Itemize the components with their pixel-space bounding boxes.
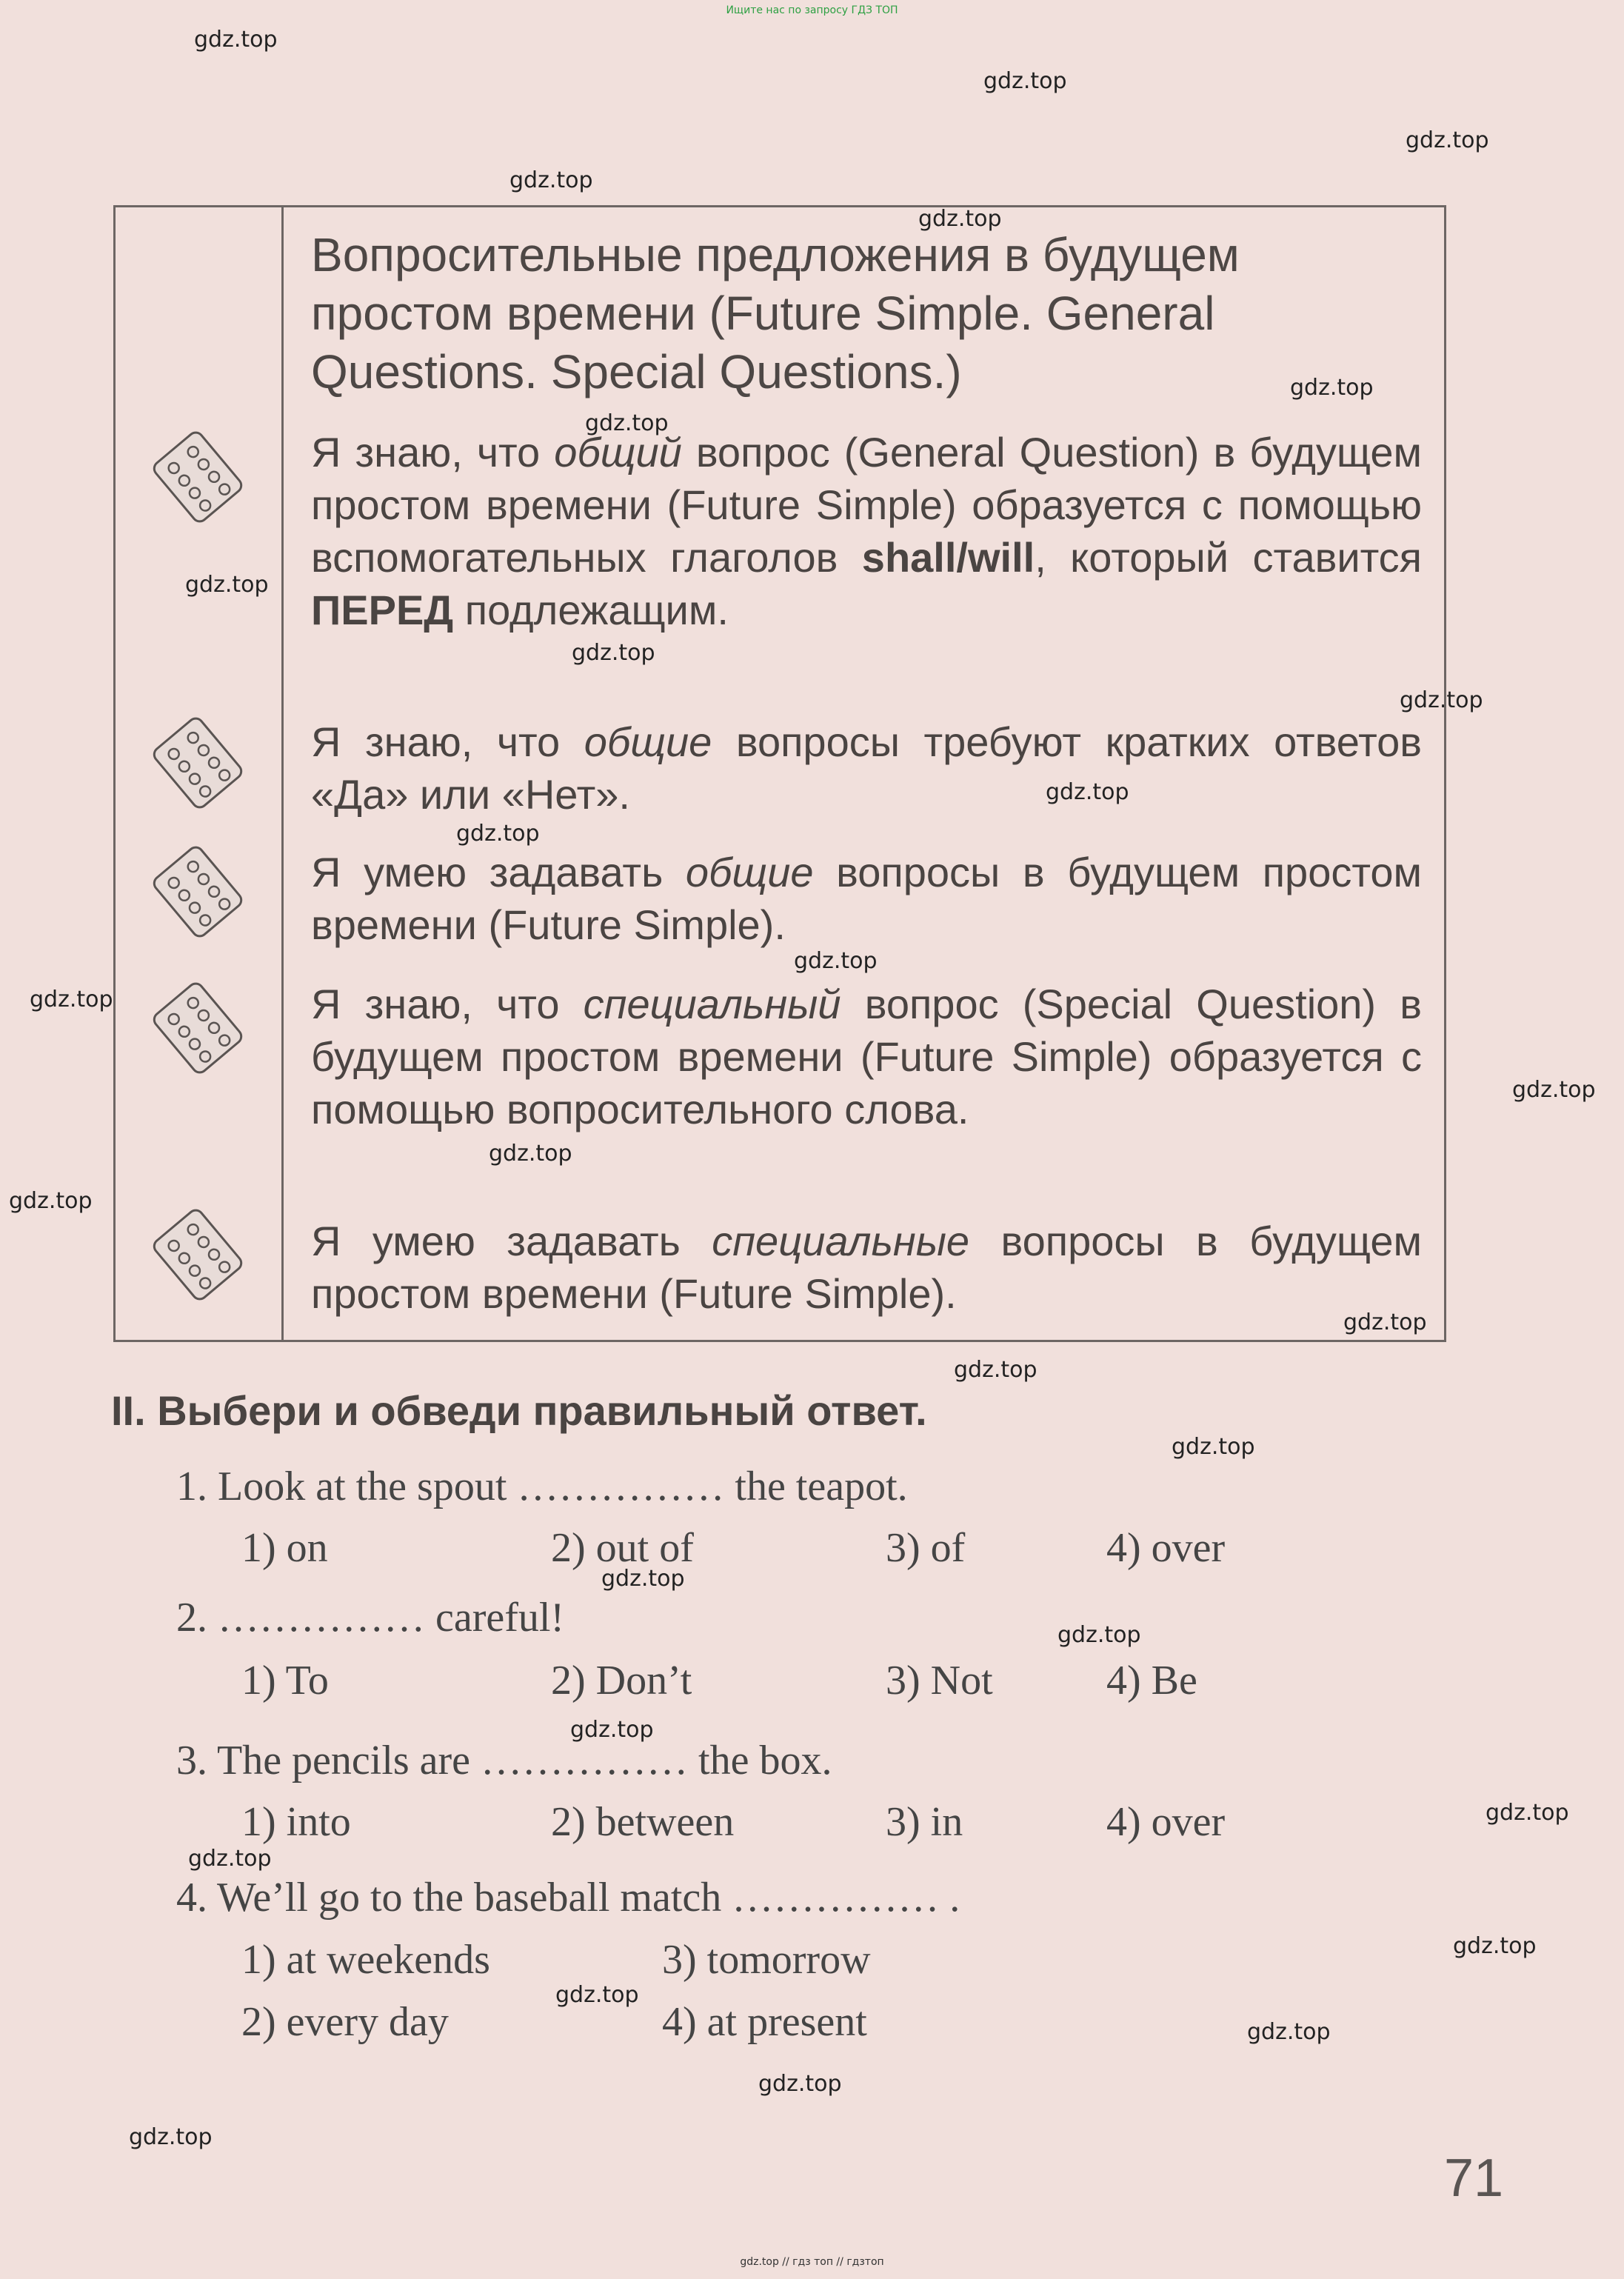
watermark: gdz.top xyxy=(601,1566,685,1592)
watermark: gdz.top xyxy=(188,1846,272,1872)
option[interactable]: 3) Not xyxy=(886,1658,993,1704)
question-2: 2. …………… careful! xyxy=(176,1595,565,1641)
option[interactable]: 4) over xyxy=(1106,1525,1226,1571)
rule-text: Я умею задавать xyxy=(311,849,686,895)
pill-tablet-icon xyxy=(152,846,244,938)
rule-1 xyxy=(311,426,1422,636)
rule-bold: ПЕРЕД xyxy=(311,587,454,633)
watermark: gdz.top xyxy=(1057,1622,1141,1648)
rule-text: вопросы в будущем простом времени (Future Simple). xyxy=(311,1218,1422,1317)
watermark: gdz.top xyxy=(456,821,540,847)
watermark: gdz.top xyxy=(1172,1434,1255,1460)
watermark: gdz.top xyxy=(570,1717,654,1743)
rule-text: Я знаю, что xyxy=(311,429,555,476)
watermark: gdz.top xyxy=(9,1188,93,1214)
pill-tablet-icon xyxy=(152,982,244,1075)
watermark: gdz.top xyxy=(1400,687,1483,713)
watermark: gdz.top xyxy=(1343,1309,1427,1335)
option[interactable]: 2) between xyxy=(551,1799,735,1845)
watermark: gdz.top xyxy=(30,987,113,1012)
option[interactable]: 4) Be xyxy=(1106,1658,1197,1704)
watermark: gdz.top xyxy=(1247,2019,1331,2045)
watermark: gdz.top xyxy=(1453,1933,1537,1959)
option[interactable]: 3) in xyxy=(886,1799,963,1845)
option[interactable]: 3) of xyxy=(886,1525,966,1571)
watermark: gdz.top xyxy=(1290,375,1374,401)
watermark: gdz.top xyxy=(194,27,278,53)
rule-emphasis: общие xyxy=(685,849,814,895)
rule-text: вопросы в будущем простом времени (Future Simple). xyxy=(311,849,1422,948)
rule-text: , который ставится xyxy=(1035,534,1422,581)
option[interactable]: 4) over xyxy=(1106,1799,1226,1845)
question-3: 3. The pencils are …………… the box. xyxy=(176,1738,832,1784)
watermark: gdz.top xyxy=(585,410,669,436)
rule-4 xyxy=(311,978,1422,1135)
rule-text: Я умею задавать xyxy=(311,1218,712,1264)
page-number: 71 xyxy=(1444,2149,1504,2208)
rule-text: вопрос (General Question) в будущем простом времени (Future Simple) образуется с помощью вспомогательных глаголов xyxy=(311,429,1422,581)
question-4: 4. We’ll go to the baseball match …………… . xyxy=(176,1875,960,1921)
watermark: gdz.top xyxy=(489,1141,572,1167)
rule-2 xyxy=(311,715,1422,821)
option[interactable]: 2) Don’t xyxy=(551,1658,692,1704)
rule-emphasis: специальный xyxy=(583,981,841,1027)
top-note: Ищите нас по запросу ГДЗ ТОП xyxy=(726,4,898,16)
watermark: gdz.top xyxy=(1046,779,1129,805)
option[interactable]: 3) tomorrow xyxy=(662,1937,871,1983)
rule-emphasis: специальные xyxy=(712,1218,970,1264)
watermark: gdz.top xyxy=(954,1357,1037,1383)
rule-text: вопросы требуют кратких ответов «Да» или «Нет». xyxy=(311,718,1423,818)
option[interactable]: 1) on xyxy=(241,1525,328,1571)
option[interactable]: 1) To xyxy=(241,1658,329,1704)
watermark: gdz.top xyxy=(1486,1800,1569,1826)
rule-text: вопрос (Special Question) в будущем простом времени (Future Simple) образуется с помощью вопросительного слова. xyxy=(311,981,1423,1132)
exercise-title: II. Выбери и обведи правильный ответ. xyxy=(111,1387,927,1434)
option[interactable]: 2) out of xyxy=(551,1525,694,1571)
watermark: gdz.top xyxy=(758,2071,842,2097)
option[interactable]: 1) at weekends xyxy=(241,1937,490,1983)
rule-text: Я знаю, что xyxy=(311,718,584,765)
watermark: gdz.top xyxy=(1406,127,1489,153)
rules-box-divider xyxy=(281,205,284,1342)
rule-text: подлежащим. xyxy=(453,587,729,633)
watermark: gdz.top xyxy=(572,640,655,666)
watermark: gdz.top xyxy=(185,572,269,598)
option[interactable]: 2) every day xyxy=(241,1999,449,2045)
rule-bold: shall/will xyxy=(861,534,1035,581)
bottom-note: gdz.top // гдз топ // гдзтоп xyxy=(740,2256,884,2268)
rule-5 xyxy=(311,1215,1422,1320)
watermark: gdz.top xyxy=(129,2124,213,2150)
option[interactable]: 4) at present xyxy=(662,1999,867,2045)
pill-tablet-icon xyxy=(152,431,244,524)
watermark: gdz.top xyxy=(555,1982,639,2008)
watermark: gdz.top xyxy=(918,206,1002,232)
rule-3 xyxy=(311,846,1422,951)
rules-title: Вопросительные предложения в будущем простом времени (Future Simple. General Questions. Special Questions.) xyxy=(311,228,1240,398)
option[interactable]: 1) into xyxy=(241,1799,351,1845)
question-1: 1. Look at the spout …………… the teapot. xyxy=(176,1464,908,1509)
watermark: gdz.top xyxy=(1512,1077,1596,1103)
pill-tablet-icon xyxy=(152,717,244,810)
pill-tablet-icon xyxy=(152,1209,244,1301)
watermark: gdz.top xyxy=(509,167,593,193)
rule-emphasis: общие xyxy=(584,718,712,765)
watermark: gdz.top xyxy=(794,948,878,974)
watermark: gdz.top xyxy=(983,68,1067,94)
rule-emphasis: общий xyxy=(554,429,682,476)
rule-text: Я знаю, что xyxy=(311,981,584,1027)
